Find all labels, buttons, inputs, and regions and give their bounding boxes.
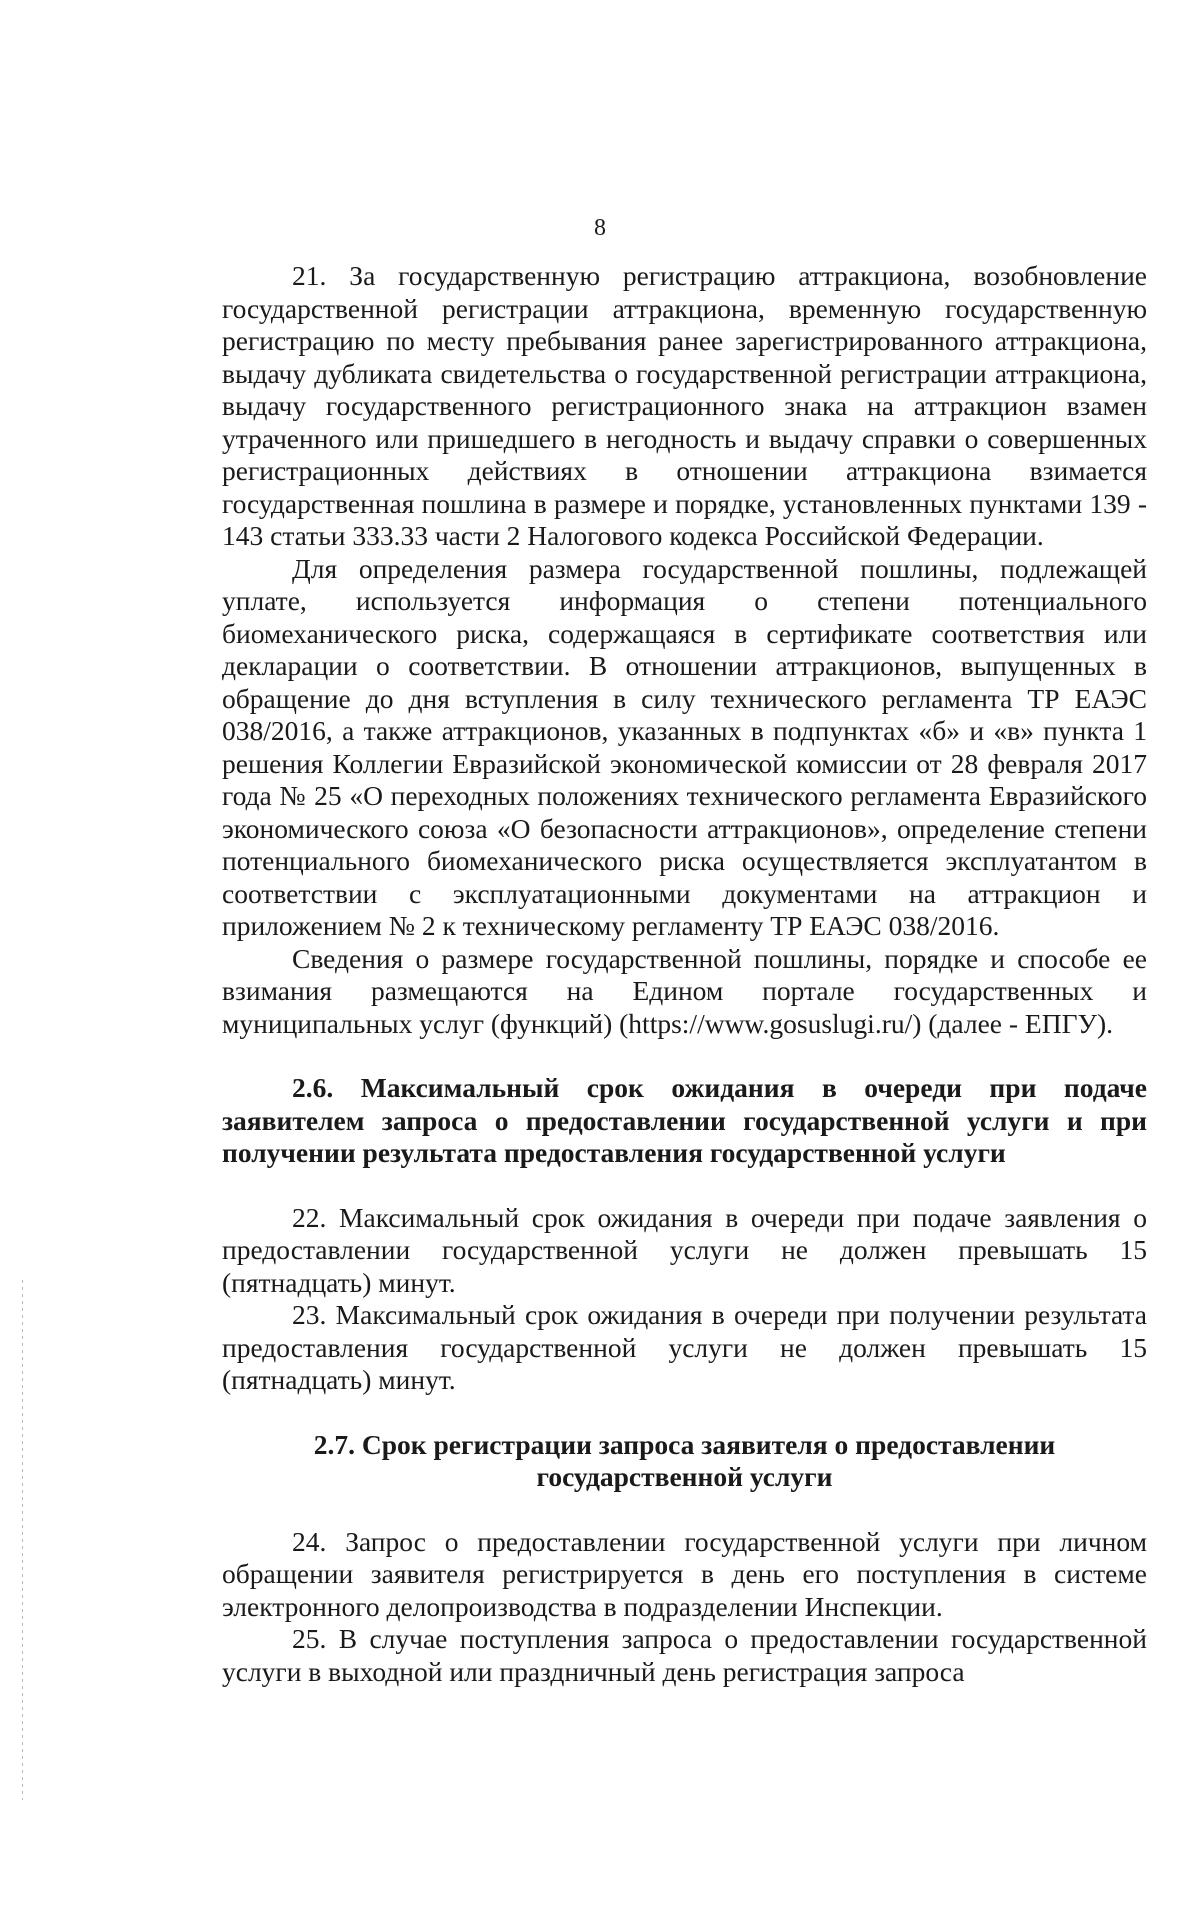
section-heading-2-7-line2: государственной услуги [536,1461,833,1492]
paragraph-23: 23. Максимальный срок ожидания в очереди при получении результата предоставления государственной услуги не должен превышать 15 (пятнадцать) минут. [222,1299,1147,1395]
paragraph-24: 24. Запрос о предоставлении государственной услуги при личном обращении заявителя регистрируется в день его поступления в системе электронного делопроизводства в подразделении Инспекции. [222,1525,1147,1622]
paragraph-21-fee-information: Сведения о размере государственной пошлины, порядке и способе ее взимания размещаются на Едином портале государственных и муниципальных услуг (функций) (https://www.gosuslugi.ru/) (далее - ЕПГУ). [222,942,1147,1039]
scan-margin-line [22,1280,23,1800]
paragraph-25: 25. В случае поступления запроса о предоставлении государственной услуги в выходной или праздничный день регистрация запроса [222,1623,1147,1687]
section-heading-2-7-line1: 2.7. Срок регистрации запроса заявителя о предоставлении [313,1428,1056,1460]
paragraph-21-fee-determination: Для определения размера государственной пошлины, подлежащей уплате, используется информация о степени потенциального биомеханического риска, содержащаяся в сертификате соответствия или декларации о соответствии. В отношении аттракционов, выпущенных в обращение до дня вступления в силу технического регламента ТР ЕАЭС 038/2016, а также аттракционов, указанных в подпунктах «б» и «в» пункта 1 решения Коллегии Евразийской экономической комиссии от 28 февраля 2017 года № 25 «О переходных положениях технического регламента Евразийского экономического союза «О безопасности аттракционов», определение степени потенциального биомеханического риска осуществляется эксплуатантом в соответствии с эксплуатационными документами на аттракцион и приложением № 2 к техническому регламенту ТР ЕАЭС 038/2016. [222,552,1147,941]
paragraph-22: 22. Максимальный срок ожидания в очереди при подаче заявления о предоставлении государственной услуги не должен превышать 15 (пятнадцать) минут. [222,1201,1147,1298]
section-heading-2-6: 2.6. Максимальный срок ожидания в очереди при подаче заявителем запроса о предоставлении государственной услуги и при получении результата предоставления государственной услуги [222,1072,1147,1168]
document-body [222,260,1147,1688]
page-number: 8 [594,215,606,241]
paragraph-21: 21. За государственную регистрацию аттракциона, возобновление государственной регистрации аттракциона, временную государственную регистрацию по месту пребывания ранее зарегистрированного аттракциона, выдачу дубликата свидетельства о государственной регистрации аттракциона, выдачу государственного регистрационного знака на аттракцион взамен утраченного или пришедшего в негодность и выдачу справки о совершенных регистрационных действиях в отношении аттракциона взимается государственная пошлина в размере и порядке, установленных пунктами 139 - 143 статьи 333.33 части 2 Налогового кодекса Российской Федерации. [222,260,1147,551]
